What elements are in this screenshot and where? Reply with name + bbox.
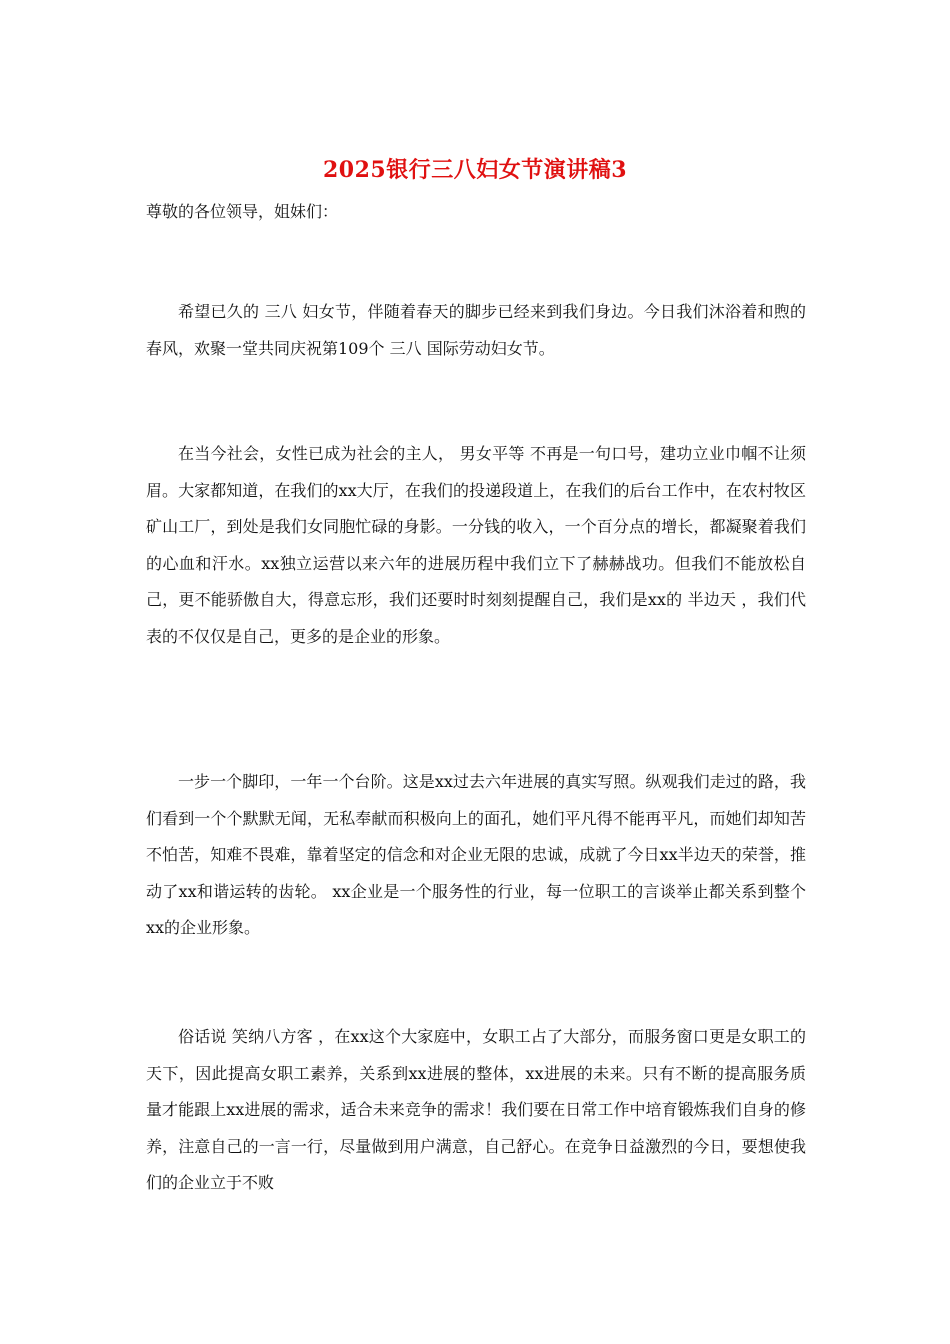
document-title: 2025银行三八妇女节演讲稿3 — [322, 157, 628, 183]
salutation: 尊敬的各位领导，姐妹们： — [146, 202, 339, 221]
paragraph-2: 在当今社会，女性已成为社会的主人， 男女平等 不再是一句口号，建功立业巾帼不让须眉。大家都知道，在我们的xx大厅，在我们的投递段道上，在我们的后台工作中，在农村牧区矿山工厂，到处是我们女同胞忙碌的身影。一分钱的收入，一个百分点的增长，都凝聚着我们的心血和汗水。xx独立运营以来六年的进展历程中我们立下了赫赫战功。但我们不能放松自己，更不能骄傲自大，得意忘形，我们还要时时刻刻提醒自己，我们是xx的 半边天 ，我们代表的不仅仅是自己，更多的是企业的形象。 — [146, 444, 806, 646]
paragraph-1: 希望已久的 三八 妇女节，伴随着春天的脚步已经来到我们身边。今日我们沐浴着和煦的春风，欢聚一堂共同庆祝第109个 三八 国际劳动妇女节。 — [146, 302, 806, 358]
paragraph-3: 一步一个脚印，一年一个台阶。这是xx过去六年进展的真实写照。纵观我们走过的路，我们看到一个个默默无闻，无私奉献而积极向上的面孔，她们平凡得不能再平凡，而她们却知苦不怕苦，知难不畏难，靠着坚定的信念和对企业无限的忠诚，成就了今日xx半边天的荣誉，推动了xx和谐运转的齿轮。 xx企业是一个服务性的行业，每一位职工的言谈举止都关系到整个xx的企业形象。 — [146, 772, 806, 937]
paragraph-4: 俗话说 笑纳八方客 ，在xx这个大家庭中，女职工占了大部分，而服务窗口更是女职工的天下，因此提高女职工素养，关系到xx进展的整体，xx进展的未来。只有不断的提高服务质量才能跟上xx进展的需求，适合未来竞争的需求！我们要在日常工作中培育锻炼我们自身的修养，注意自己的一言一行，尽量做到用户满意，自己舒心。在竞争日益激烈的今日，要想使我们的企业立于不败 — [146, 1027, 806, 1192]
